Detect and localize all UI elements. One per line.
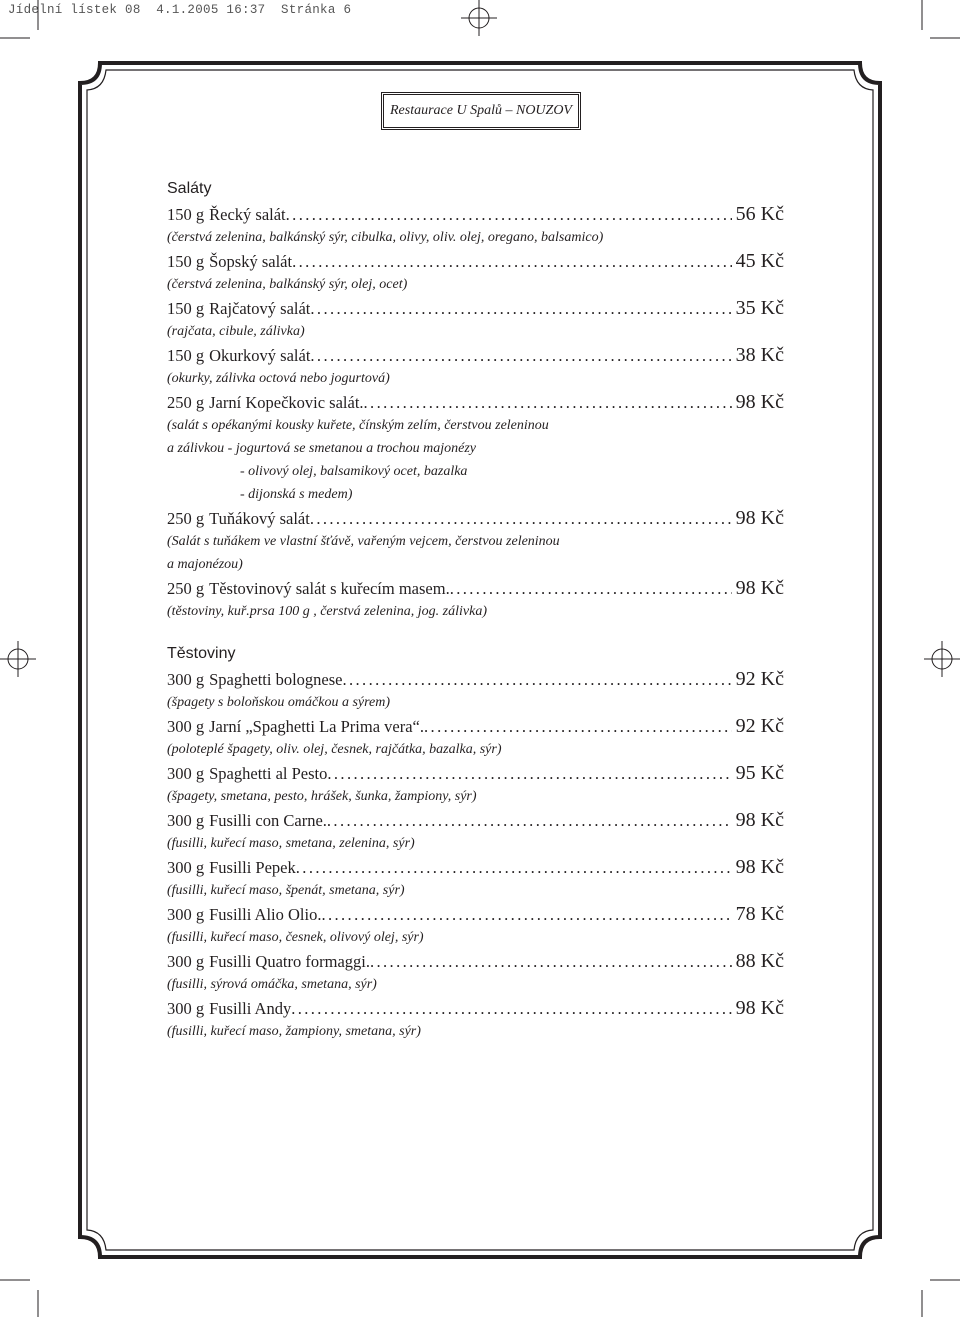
item-weight: 300 g [167, 858, 205, 877]
item-description: a majonézou) [167, 557, 243, 572]
item-description: - dijonská s medem) [240, 487, 353, 502]
item-name: Spaghetti bolognese [209, 670, 343, 689]
item-description: (okurky, zálivka octová nebo jogurtová) [167, 371, 390, 386]
item-description: (špagety s boloňskou omáčkou a sýrem) [167, 695, 391, 710]
menu-item [167, 506, 784, 530]
item-name: Fusilli con Carne. [209, 811, 327, 830]
item-name: Fusilli Alio Olio. [209, 905, 322, 924]
item-price: 95 Kč [735, 762, 784, 784]
dot-leader [450, 577, 732, 600]
menu-item [167, 714, 784, 738]
item-weight: 150 g [167, 299, 205, 318]
item-price: 88 Kč [735, 950, 784, 972]
item-description: (fusilli, kuřecí maso, žampiony, smetana, sýr) [167, 1024, 421, 1039]
item-weight: 150 g [167, 252, 205, 271]
item-weight: 300 g [167, 999, 205, 1018]
item-price: 56 Kč [735, 203, 784, 225]
item-description: (čerstvá zelenina, balkánský sýr, cibulka, olivy, oliv. olej, oregano, balsamico) [167, 230, 604, 245]
item-weight: 300 g [167, 811, 205, 830]
item-description: (salát s opékanými kousky kuřete, čínským zelím, čerstvou zeleninou [167, 418, 549, 433]
item-name: Těstovinový salát s kuřecím masem. [209, 579, 450, 598]
item-description: (čerstvá zelenina, balkánský sýr, olej, ocet) [167, 277, 408, 292]
item-price: 38 Kč [735, 344, 784, 366]
dot-leader [370, 950, 732, 973]
dot-leader [342, 668, 731, 691]
item-price: 98 Kč [735, 391, 784, 413]
item-weight: 250 g [167, 509, 205, 528]
item-weight: 300 g [167, 952, 205, 971]
item-description: a zálivkou - jogurtová se smetanou a trochou majonézy [167, 441, 476, 456]
item-description: (fusilli, kuřecí maso, smetana, zelenina, sýr) [167, 836, 415, 851]
item-name: Fusilli Andy [209, 999, 292, 1018]
dot-leader [424, 715, 732, 738]
item-description: (těstoviny, kuř.prsa 100 g , čerstvá zelenina, jog. zálivka) [167, 604, 487, 619]
dot-leader [364, 391, 732, 414]
dot-leader [292, 250, 732, 273]
item-price: 98 Kč [735, 856, 784, 878]
item-description: (fusilli, sýrová omáčka, smetana, sýr) [167, 977, 377, 992]
item-weight: 300 g [167, 764, 205, 783]
dot-leader [310, 297, 731, 320]
item-description: (špagety, smetana, pesto, hrášek, šunka, žampiony, sýr) [167, 789, 477, 804]
item-name: Fusilli Quatro formaggi. [209, 952, 370, 971]
item-description: (fusilli, kuřecí maso, česnek, olivový olej, sýr) [167, 930, 424, 945]
item-price: 92 Kč [735, 668, 784, 690]
item-description: (Salát s tuňákem ve vlastní šťávě, vařeným vejcem, čerstvou zeleninou [167, 534, 560, 549]
menu-item [167, 761, 784, 785]
menu-item [167, 996, 784, 1020]
item-name: Jarní „Spaghetti La Prima vera“. [209, 717, 425, 736]
item-price: 98 Kč [735, 809, 784, 831]
item-name: Okurkový salát [209, 346, 311, 365]
item-name: Jarní Kopečkovic salát. [209, 393, 364, 412]
menu-item [167, 343, 784, 367]
item-price: 78 Kč [735, 903, 784, 925]
menu-item [167, 202, 784, 226]
menu-item [167, 902, 784, 926]
item-description: - olivový olej, balsamikový ocet, bazalka [240, 464, 468, 479]
item-name: Řecký salát [209, 205, 286, 224]
dot-leader [321, 903, 731, 926]
item-name: Spaghetti al Pesto [209, 764, 328, 783]
menu-item [167, 808, 784, 832]
item-price: 92 Kč [735, 715, 784, 737]
item-description: (rajčata, cibule, zálivka) [167, 324, 305, 339]
item-description: (fusilli, kuřecí maso, špenát, smetana, sýr) [167, 883, 405, 898]
item-weight: 300 g [167, 905, 205, 924]
dot-leader [310, 344, 731, 367]
item-price: 98 Kč [735, 997, 784, 1019]
item-price: 98 Kč [735, 577, 784, 599]
dot-leader [291, 997, 731, 1020]
dot-leader [296, 856, 732, 879]
menu-item [167, 855, 784, 879]
item-name: Fusilli Pepek [209, 858, 296, 877]
menu-item [167, 249, 784, 273]
dot-leader [327, 762, 731, 785]
print-slug: Jídelní lístek 08 4.1.2005 16:37 Stránka 6 [8, 3, 352, 17]
menu-item [167, 667, 784, 691]
item-weight: 250 g [167, 393, 205, 412]
dot-leader [310, 507, 732, 530]
section-title: Saláty [167, 180, 212, 197]
item-name: Tuňákový salát [209, 509, 310, 528]
section-title: Těstoviny [167, 645, 236, 662]
menu-item [167, 949, 784, 973]
dot-leader [286, 203, 732, 226]
item-weight: 300 g [167, 717, 205, 736]
item-description: (poloteplé špagety, oliv. olej, česnek, rajčátka, bazalka, sýr) [167, 742, 502, 757]
item-price: 98 Kč [735, 507, 784, 529]
dot-leader [327, 809, 732, 832]
item-weight: 250 g [167, 579, 205, 598]
item-weight: 300 g [167, 670, 205, 689]
item-name: Šopský salát [209, 252, 293, 271]
item-price: 35 Kč [735, 297, 784, 319]
item-weight: 150 g [167, 346, 205, 365]
item-name: Rajčatový salát [209, 299, 311, 318]
restaurant-title: Restaurace U Spalů – NOUZOV [383, 94, 579, 128]
item-weight: 150 g [167, 205, 205, 224]
item-price: 45 Kč [735, 250, 784, 272]
menu-item [167, 296, 784, 320]
menu-item [167, 576, 784, 600]
menu-item [167, 390, 784, 414]
menu-content [167, 176, 784, 1043]
